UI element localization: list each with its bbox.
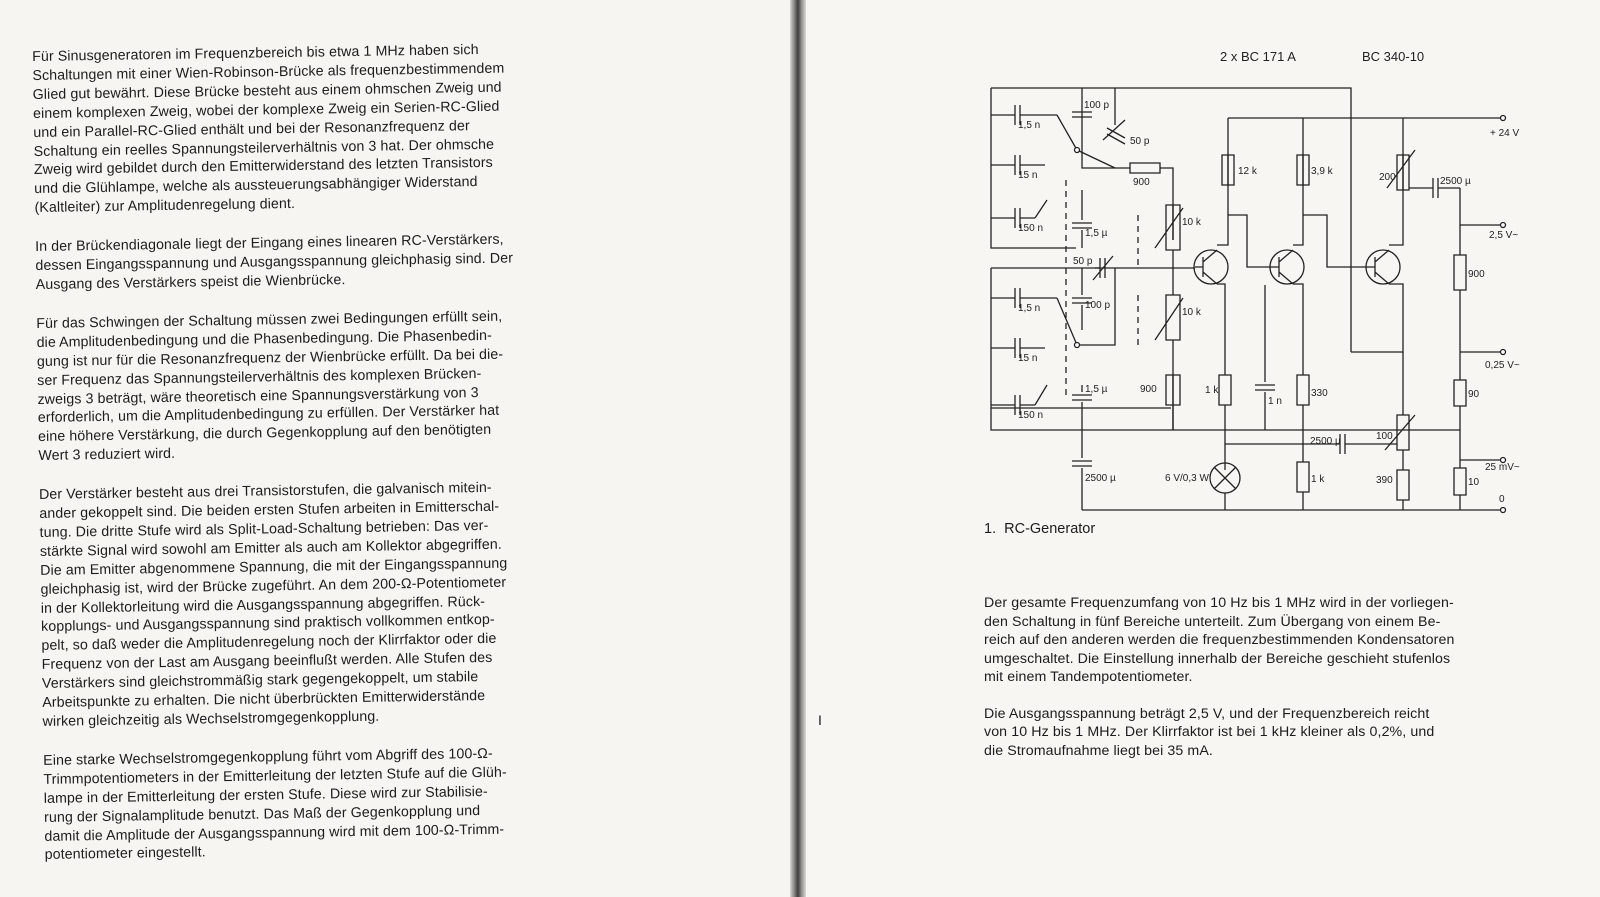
capacitor-1n [1255,285,1282,430]
transistor-2 [1270,250,1304,284]
book-gutter [790,0,806,897]
text-line: zweigs 3 beträgt, wäre theoretisch eine Spannungsverstärkung von 3 [37,384,479,408]
text-line: Arbeitspunkte zu erhalten. Die nicht überbrückten Emitterwiderstände [42,688,486,712]
component-label: 100 p [1085,300,1111,311]
resistor-330 [1297,375,1328,430]
ground-label: 0 [1499,494,1505,505]
text-line: (Kaltleiter) zur Amplitudenregelung dient. [34,196,296,217]
component-label: 150 n [1018,410,1044,421]
component-label: 2500 µ [1085,473,1116,484]
component-label: 1,5 n [1018,120,1041,131]
text-line: gleichphasig ist, wird der Brücke zugeführt. An dem 200-Ω-Potentiometer [40,574,507,598]
component-label: 2500 µ [1440,176,1471,187]
text-line: dessen Eingangsspannung und Ausgangsspannung gleichphasig sind. Der [35,250,514,275]
text-line: Verstärkers sind gleichstrommäßig stark gegengekoppelt, um stabile [41,669,479,693]
capacitor-100p-upper [1072,100,1109,117]
stray-mark: I [818,712,822,728]
component-label: 50 p [1073,256,1093,267]
capacitor-1-5n-lower [991,288,1040,314]
component-label: 1,5 µ [1085,228,1108,239]
text-line: ser Frequenz das Spannungsteilerverhältnis des komplexen Brücken- [37,365,482,389]
component-label: 900 [1140,384,1157,395]
text-line: Die am Emitter abgenommene Spannung, die mit der Eingangsspannung [40,555,508,579]
text-line: von 10 Hz bis 1 MHz. Der Klirrfaktor ist bei 1 kHz kleiner als 0,2%, und [984,724,1435,740]
component-label: 10 [1468,477,1480,488]
capacitor-1-5n-upper [991,105,1040,131]
text-line: Eine starke Wechselstromgegenkopplung führt vom Abgriff des 100-Ω- [43,745,493,769]
text-line: Wert 3 reduziert wird. [38,446,176,465]
component-label: 12 k [1238,166,1257,177]
capacitor-15n-lower [991,338,1037,364]
component-label: 330 [1311,388,1328,399]
component-label: 1,5 µ [1085,384,1108,395]
component-label: 900 [1133,177,1150,188]
transistor-3 [1366,250,1400,284]
text-line: Der gesamte Frequenzumfang von 10 Hz bis 1 MHz wird in der vorliegen- [984,595,1454,611]
transistor-type-label: 2 x BC 171 A [1220,49,1296,64]
text-line: tung. Die dritte Stufe wird als Split-Load-Schaltung betrieben: Das ver- [39,517,489,541]
text-line: wirken gleichzeitig als Wechselstromgegenkopplung. [42,708,380,730]
component-label: 15 n [1018,353,1038,364]
component-label: 1 k [1311,474,1325,485]
component-label: 100 [1376,431,1393,442]
lamp [1165,463,1240,510]
capacitor-150n-upper [991,208,1043,234]
text-line: Frequenz von der Last am Ausgang beeinflußt werden. Alle Stufen des [41,650,493,674]
capacitor-15n-upper [991,155,1037,181]
component-label: 50 p [1130,136,1150,147]
component-label: 100 p [1084,100,1110,111]
text-line: erforderlich, um die Amplitudenbedingung zu erfüllen. Der Verstärker hat [37,403,500,427]
text-line: Für Sinusgeneratoren im Frequenzbereich bis etwa 1 MHz haben sich [32,41,479,65]
component-label: 15 n [1018,170,1038,181]
text-line: die Stromaufnahme liegt bei 35 mA. [984,742,1213,759]
output-label: 2,5 V~ [1489,230,1519,241]
left-page [0,0,790,897]
output-label: 25 mV~ [1485,462,1520,473]
text-line: mit einem Tandempotentiometer. [984,669,1193,685]
component-label: 10 k [1182,217,1201,228]
text-line: potentiometer eingestellt. [44,844,206,864]
text-line: den Schaltung in fünf Bereiche unterteilt. Zum Übergang von einem Be- [984,613,1441,630]
component-label: 90 [1468,389,1480,400]
caption-text: RC-Generator [1004,521,1096,537]
resistor-900-lower [1140,375,1180,430]
text-line: lampe in der Emitterleitung der ersten Stufe. Diese wird zur Stabilisie- [43,783,488,807]
paragraph-3 [36,306,598,466]
output-label: 0,25 V~ [1485,360,1520,371]
resistor-12k [1222,155,1258,185]
caption-number: 1. [984,521,997,537]
component-label: 1 k [1205,385,1219,396]
resistor-900-divider [1454,255,1485,290]
text-line: gung ist nur für die Resonanzfrequenz der Wienbrücke erfüllt. Da bei die- [36,346,504,370]
potentiometer-10k-lower [1155,270,1202,430]
component-label: 2500 µ [1310,436,1341,447]
text-line: ander gekoppelt sind. Die beiden ersten Stufen arbeiten in Emitterschal- [39,498,500,522]
figure-caption [984,521,1095,537]
text-line: Schaltungen mit einer Wien-Robinson-Brücke als frequenzbestimmendem [32,60,505,84]
component-label: 200 [1379,172,1396,183]
capacitor-2500u-feedback [1225,434,1397,454]
text-line: Die Ausgangsspannung beträgt 2,5 V, und der Frequenzbereich reicht [984,705,1430,722]
text-line: Zweig wird gebildet durch den Emitterwiderstand des letzten Transistors [33,155,493,179]
component-label: 1,5 n [1018,303,1041,314]
text-line: Der Verstärker besteht aus drei Transistorstufen, die galvanisch mitein- [38,479,492,504]
range-switch-upper [1035,115,1115,218]
component-label: 6 V/0,3 W [1165,473,1209,484]
capacitor-2500u-bottom [1072,450,1116,510]
component-label: 3,9 k [1311,166,1333,177]
transistor-1 [1194,250,1228,284]
resistor-1k-emitter [1205,375,1231,470]
component-label: 10 k [1182,307,1201,318]
text-line: eine höhere Verstärkung, die durch Gegenkopplung auf den benötigten [37,422,492,446]
resistor-3-9k [1297,155,1334,185]
capacitor-2500u-output [1409,176,1471,198]
component-label: 150 n [1018,223,1044,234]
trimmer-50p-upper [1103,88,1150,147]
resistor-10 [1454,460,1480,510]
paragraph-5 [43,743,605,865]
text-line: und ein Parallel-RC-Glied enthält und bei der Resonanzfrequenz der [33,117,470,141]
capacitor-1-5u-lower [1072,384,1108,430]
capacitor-1-5u-upper [1072,190,1108,248]
right-text-column [984,594,1530,778]
paragraph-1 [32,39,595,218]
text-line: Glied gut bewährt. Diese Brücke besteht aus einem ohmschen Zweig und [32,79,502,103]
text-line: rung der Signalamplitude benutzt. Das Maß der Gegenkopplung und [43,802,481,826]
text-line: die Amplitudenbedingung und die Phasenbedingung. Die Phasenbedin- [36,327,493,351]
paragraph-right-2 [984,705,1530,761]
text-line: kopplungs- und Ausgangsspannung sind praktisch vollkommen entkop- [40,612,495,636]
text-line: und die Glühlampe, welche als aussteuerungsabhängiger Widerstand [34,174,478,198]
component-label: 900 [1468,269,1485,280]
rc-generator-schematic [985,40,1545,520]
resistor-390 [1376,460,1409,510]
paragraph-right-1 [984,594,1530,687]
text-line: Ausgang des Verstärkers speist die Wienbrücke. [35,272,346,293]
text-line: Schaltung ein reelles Spannungsteilerverhältnis von 3 hat. Der ohmsche [33,136,495,160]
potentiometer-200 [1379,150,1415,190]
component-label: 1 n [1268,396,1282,407]
text-line: stärkte Signal wird sowohl am Emitter als auch am Kollektor abgegriffen. [39,536,502,560]
text-line: umgeschaltet. Die Einstellung innerhalb der Bereiche geschieht stufenlos [984,650,1451,667]
paragraph-2 [35,229,596,295]
left-text-column [32,39,605,885]
text-line: In der Brückendiagonale liegt der Eingang eines linearen RC-Verstärkers, [35,231,504,256]
rail-label: + 24 V [1490,128,1520,139]
text-line: einem komplexen Zweig, wobei der komplexe Zweig ein Serien-RC-Glied [32,98,500,122]
text-line: Für das Schwingen der Schaltung müssen zwei Bedingungen erfüllt sein, [36,308,503,332]
text-line: reich auf den anderen werden die frequenzbestimmenden Kondensatoren [984,632,1455,648]
transistor-type-label: BC 340-10 [1362,49,1425,64]
text-line: Trimmpotentiometers in der Emitterleitung der letzten Stufe auf die Glüh- [43,764,507,788]
text-line: damit die Amplitude der Ausgangsspannung wird mit dem 100-Ω-Trimm- [44,821,505,845]
resistor-90 [1454,380,1480,406]
text-line: pelt, so daß weder die Amplitudenregelung noch der Klirrfaktor oder die [41,631,497,655]
component-label: 390 [1376,475,1393,486]
text-line: in der Kollektorleitung wird die Ausgangsspannung abgegriffen. Rück- [40,593,486,617]
paragraph-4 [39,477,603,732]
resistor-900-upper [1115,163,1173,240]
